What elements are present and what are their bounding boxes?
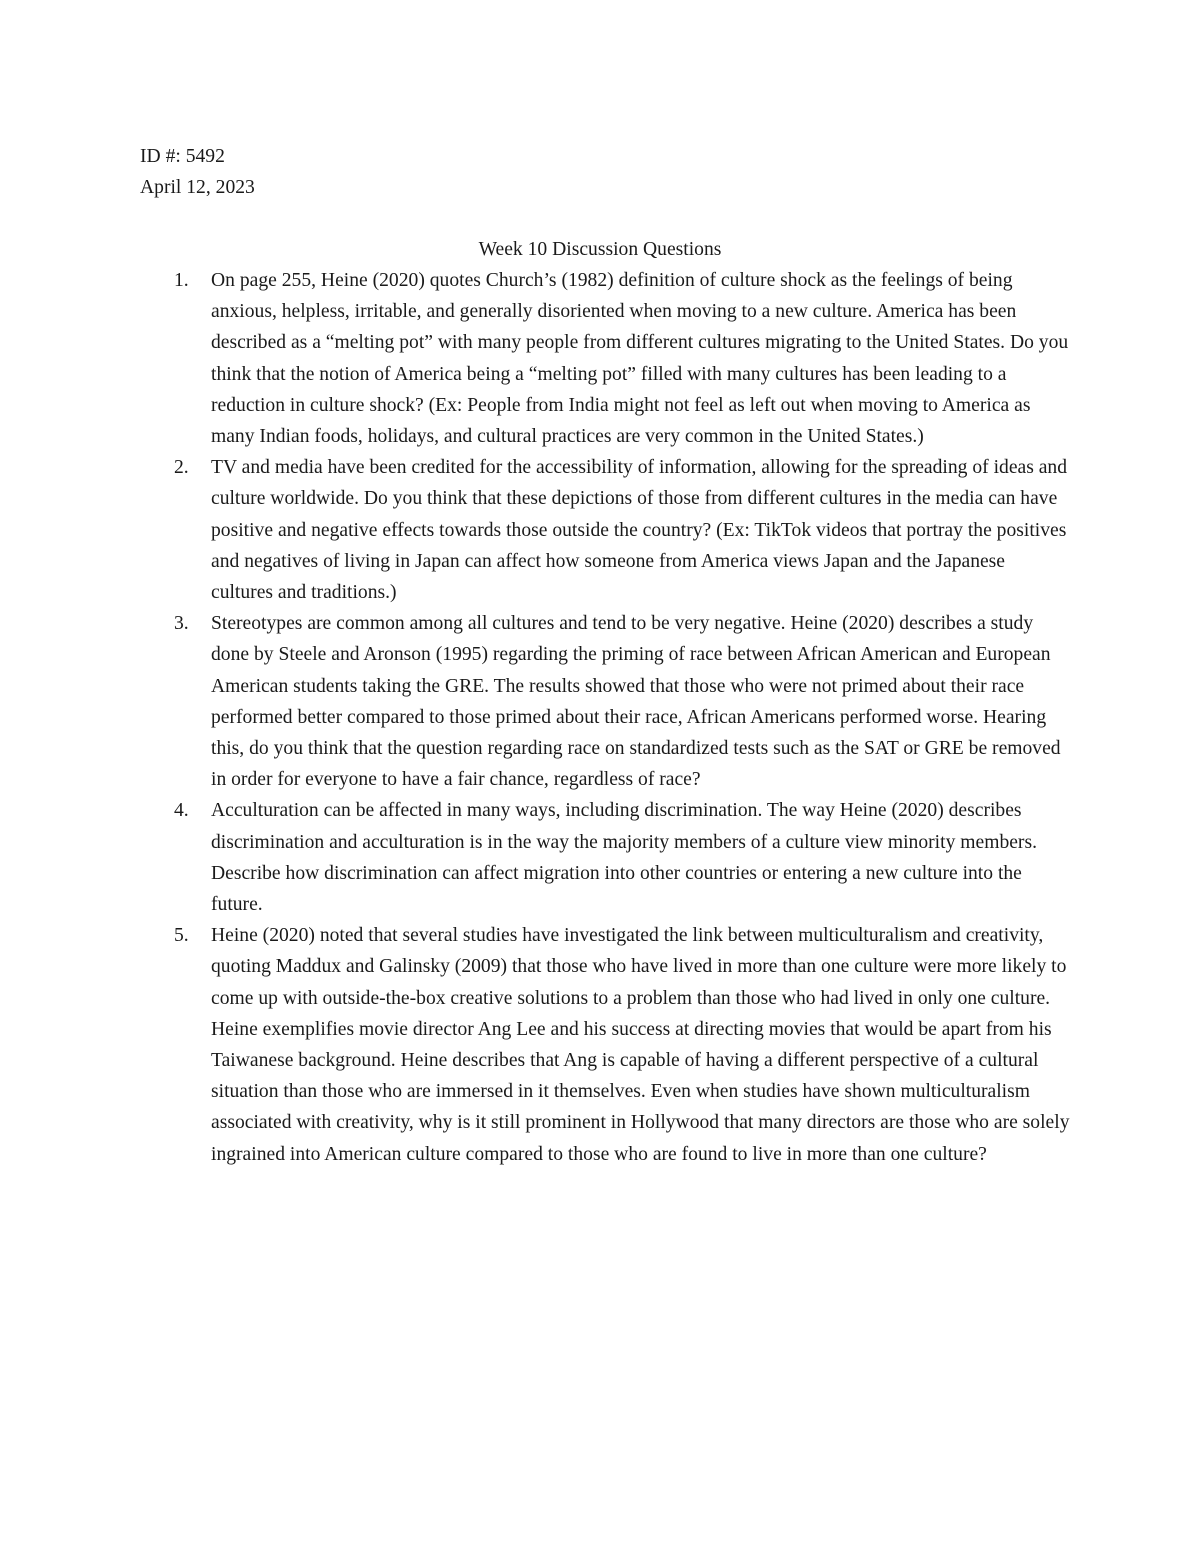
question-item <box>140 608 1070 795</box>
question-number: 5. <box>174 925 189 947</box>
question-number: 4. <box>174 800 189 822</box>
question-item <box>140 452 1070 608</box>
question-number: 2. <box>174 457 189 479</box>
question-item <box>140 795 1070 920</box>
student-id: ID #: 5492 <box>140 146 225 167</box>
question-item <box>140 920 1070 1170</box>
document-date: April 12, 2023 <box>140 177 255 199</box>
question-text: Stereotypes are common among all cultures and tend to be very negative. Heine (2020) describes a study done by Steele and Aronson (1995) regarding the priming of race between African American and European American students taking the GRE. The results showed that those who were not primed about their race performed better compared to those primed about their race, African Americans performed worse. Hearing this, do you think that the question regarding race on standardized tests such as the SAT or GRE be removed in order for everyone to have a fair chance, regardless of race? <box>211 613 1061 791</box>
question-text: TV and media have been credited for the accessibility of information, allowing for the spreading of ideas and culture worldwide. Do you think that these depictions of those from different cultures in the media can have positive and negative effects towards those outside the country? (Ex: TikTok videos that portray the positives and negatives of living in Japan can affect how someone from America views Japan and the Japanese cultures and traditions.) <box>211 457 1068 604</box>
question-text: On page 255, Heine (2020) quotes Church’s (1982) definition of culture shock as the feelings of being anxious, helpless, irritable, and generally disoriented when moving to a new culture. America has been described as a “melting pot” with many people from different cultures migrating to the United States. Do you think that the notion of America being a “melting pot” filled with many cultures has been leading to a reduction in culture shock? (Ex: People from India might not feel as left out when moving to America as many Indian foods, holidays, and cultural practices are very common in the United States.) <box>211 270 1069 448</box>
question-number: 3. <box>174 613 189 635</box>
question-text: Acculturation can be affected in many ways, including discrimination. The way Heine (2020) describes discrimination and acculturation is in the way the majority members of a culture view minority members. Describe how discrimination can affect migration into other countries or entering a new culture into the future. <box>211 800 1037 916</box>
document-header <box>140 141 255 203</box>
question-list <box>140 265 1070 1170</box>
question-number: 1. <box>174 270 189 291</box>
document-title: Week 10 Discussion Questions <box>478 239 722 260</box>
question-item <box>140 265 1070 452</box>
question-text: Heine (2020) noted that several studies have investigated the link between multiculturalism and creativity, quoting Maddux and Galinsky (2009) that those who have lived in more than one culture were more likely to come up with outside-the-box creative solutions to a problem than those who had lived in only one culture. Heine exemplifies movie director Ang Lee and his success at directing movies that would be apart from his Taiwanese background. Heine describes that Ang is capable of having a different perspective of a cultural situation than those who are immersed in it themselves. Even when studies have shown multiculturalism associated with creativity, why is it still prominent in Hollywood that many directors are those who are solely ingrained into American culture compared to those who are found to live in more than one culture? <box>211 925 1070 1165</box>
